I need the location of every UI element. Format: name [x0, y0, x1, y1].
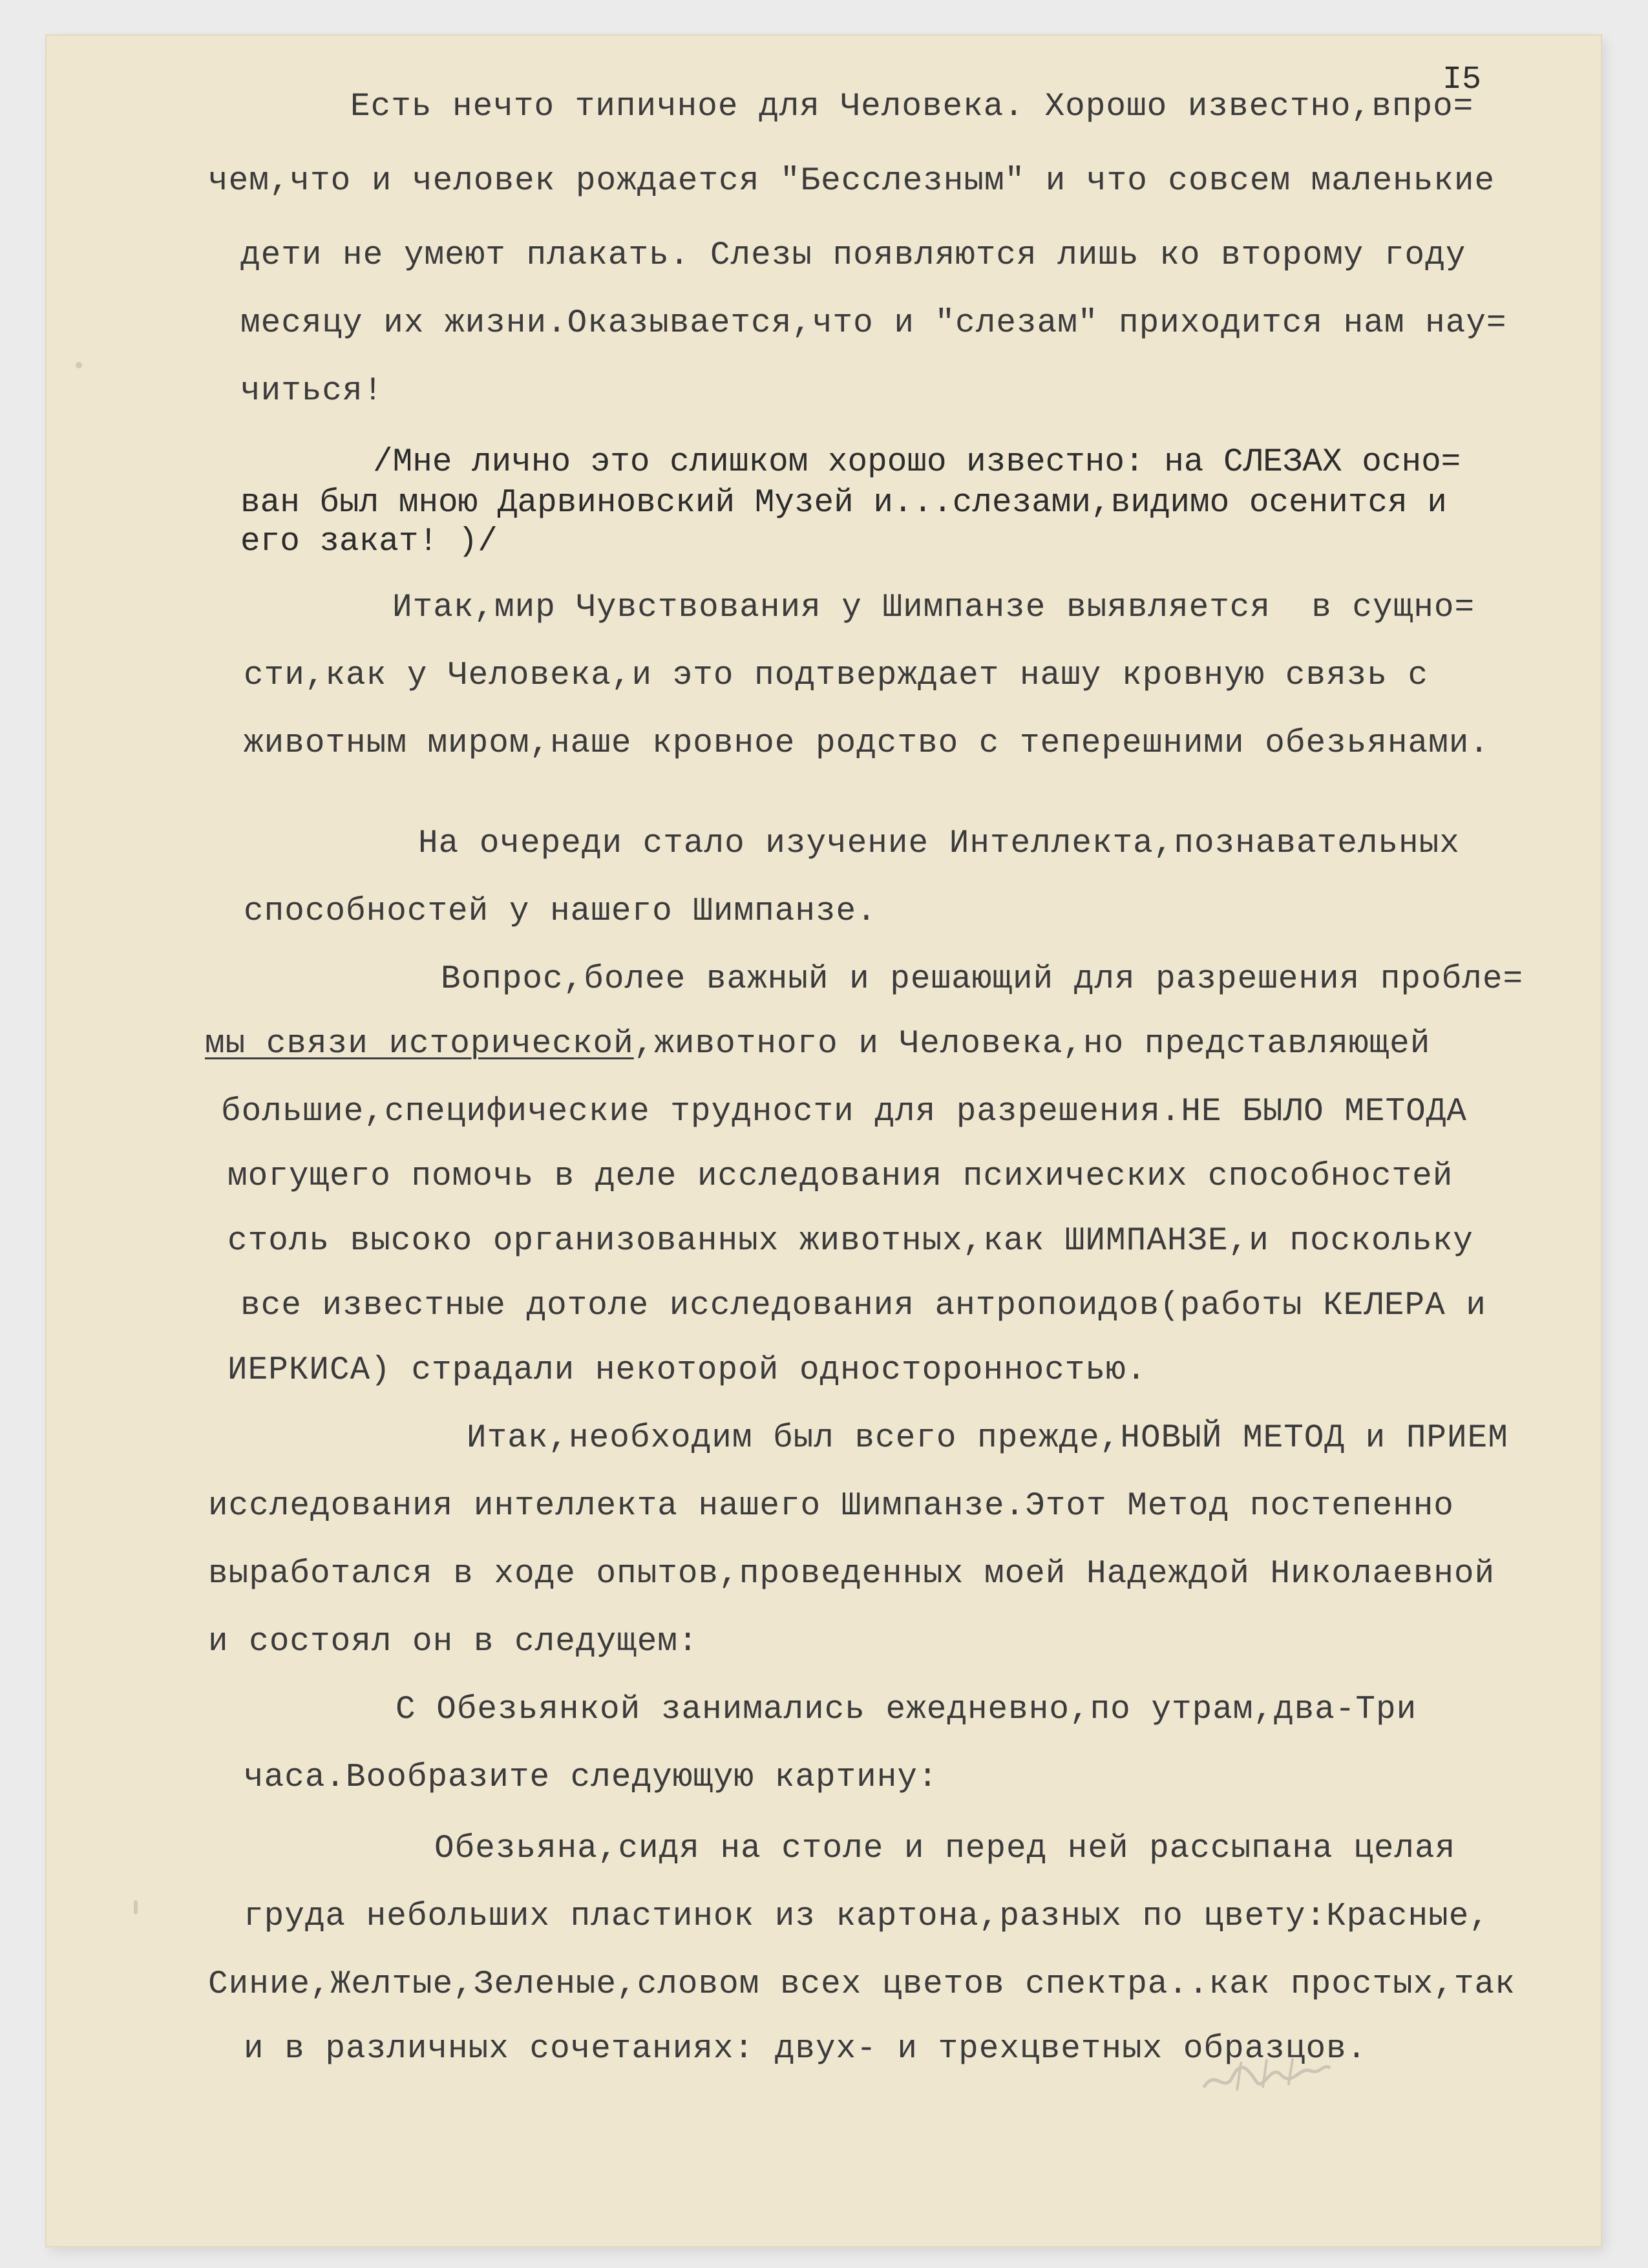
text-line: дети не умеют плакать. Слезы появляются лишь ко второму году: [240, 237, 1466, 274]
text-line: Итак,мир Чувствования у Шимпанзе выявляется в сущно=: [392, 589, 1475, 626]
text-line: месяцу их жизни.Оказывается,что и "слезам" приходится нам нау=: [240, 305, 1507, 342]
paper-speck: [134, 1900, 138, 1914]
text-line: ван был мною Дарвиновский Музей и...слезами,видимо осенится и: [240, 485, 1447, 522]
text-line: [205, 1028, 1430, 1061]
text-line: столь высоко организованных животных,как ШИМПАНЗЕ,и поскольку: [227, 1223, 1474, 1260]
text-line: выработался в ходе опытов,проведенных моей Надеждой Николаевной: [208, 1556, 1495, 1593]
text-line: его закат! )/: [240, 524, 498, 560]
text-line: /Мне лично это слишком хорошо известно: на СЛЕЗАХ осно=: [373, 444, 1461, 481]
text-line: способностей у нашего Шимпанзе.: [244, 893, 877, 930]
text-line: Обезьяна,сидя на столе и перед ней рассыпана целая: [434, 1830, 1456, 1867]
underlined-phrase: мы связи исторической: [205, 1026, 634, 1063]
text-line: исследования интеллекта нашего Шимпанзе.Этот Метод постепенно: [208, 1488, 1454, 1525]
text-line: могущего помочь в деле исследования психических способностей: [227, 1158, 1453, 1195]
text-line: Есть нечто типичное для Человека. Хорошо известно,впро=: [350, 89, 1474, 125]
paper-speck: [76, 362, 82, 368]
text-line: большие,специфические трудности для разрешения.НЕ БЫЛО МЕТОДА: [221, 1094, 1467, 1130]
document-page: [47, 36, 1601, 2246]
text-fragment: ,животного и Человека,но представляющей: [633, 1026, 1431, 1063]
page-number: I5: [1442, 61, 1482, 98]
text-line: чем,что и человек рождается "Бесслезным" и что совсем маленькие: [208, 163, 1495, 200]
text-line: животным миром,наше кровное родство с теперешними обезьянами.: [244, 725, 1490, 762]
text-line: ИЕРКИСА) страдали некоторой односторонностью.: [227, 1352, 1147, 1389]
text-line: сти,как у Человека,и это подтверждает нашу кровную связь с: [244, 657, 1429, 694]
text-line: все известные дотоле исследования антропоидов(работы КЕЛЕРА и: [240, 1288, 1486, 1324]
text-line: и состоял он в следущем:: [208, 1624, 699, 1660]
text-line: Вопрос,более важный и решающий для разрешения пробле=: [441, 961, 1524, 998]
text-line: и в различных сочетаниях: двух- и трехцветных образцов.: [244, 2031, 1368, 2068]
text-line: читься!: [240, 373, 384, 410]
text-line: часа.Вообразите следующую картину:: [244, 1759, 938, 1796]
text-line: С Обезьянкой занимались ежедневно,по утрам,два-Три: [396, 1691, 1417, 1728]
text-line: груда небольших пластинок из картона,разных по цвету:Красные,: [244, 1898, 1490, 1935]
text-line: Синие,Желтые,Зеленые,словом всех цветов спектра..как простых,так: [208, 1966, 1516, 2003]
text-line: Итак,необходим был всего прежде,НОВЫЙ МЕТОД и ПРИЕМ: [467, 1420, 1508, 1457]
text-line: На очереди стало изучение Интеллекта,познавательных: [418, 825, 1460, 862]
